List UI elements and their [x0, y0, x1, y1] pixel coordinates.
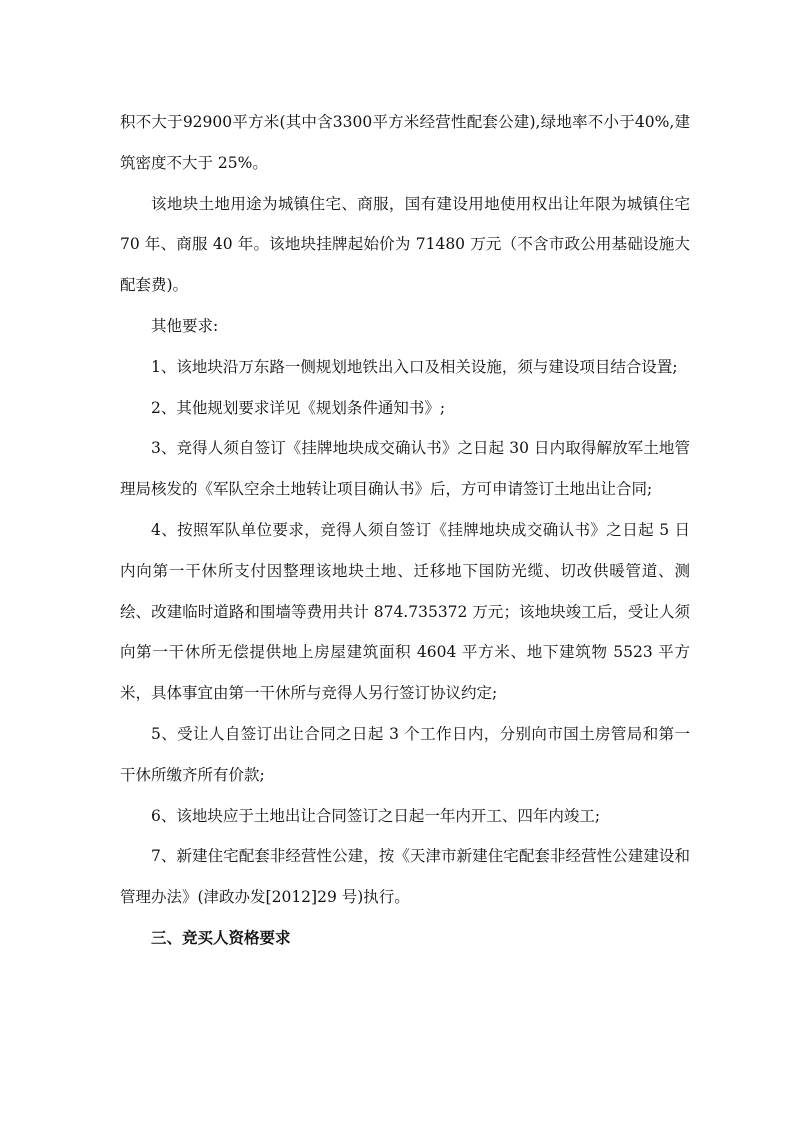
paragraph-other-requirements-title: 其他要求: [151, 316, 219, 335]
requirement-item-6: 6、该地块应于土地出让合同签订之日起一年内开工、四年内竣工; [151, 806, 601, 825]
paragraph-area-limits: 积不大于92900平方米(其中含3300平方米经营性配套公建),绿地率不小于40%,建筑密度不大于 25%。 [120, 113, 690, 172]
requirement-item-1: 1、该地块沿万东路一侧规划地铁出入口及相关设施，须与建设项目结合设置; [151, 357, 678, 376]
section-heading: 三、竞买人资格要求 [151, 927, 291, 947]
requirement-item-2: 2、其他规划要求详见《规划条件通知书》; [151, 398, 446, 417]
requirement-item-4: 4、按照军队单位要求，竞得人须自签订《挂牌地块成交确认书》之日起 5 日内向第一干休所支付因整理该地块土地、迁移地下国防光缆、切改供暖管道、测绘、改建临时道路和围墙等费用共计 874.735372 万元；该地块竣工后，受让人须向第一干休所无偿提供地上房屋建筑面积 4604 平方米、地下建筑物 5523 平方米，具体事宜由第一干休所与竞得人另行签订协议约定; [120, 520, 690, 703]
document-body [120, 102, 690, 959]
requirement-item-5: 5、受让人自签订出让合同之日起 3 个工作日内，分别向市国土房管局和第一干休所缴齐所有价款; [120, 724, 690, 784]
requirement-item-7: 7、新建住宅配套非经营性公建，按《天津市新建住宅配套非经营性公建建设和管理办法》(津政办发[2012]29 号)执行。 [120, 847, 690, 907]
requirement-item-3: 3、竞得人须自签订《挂牌地块成交确认书》之日起 30 日内取得解放军土地管理局核发的《军队空余土地转让项目确认书》后，方可申请签订土地出让合同; [120, 439, 690, 499]
paragraph-land-use: 该地块土地用途为城镇住宅、商服，国有建设用地使用权出让年限为城镇住宅 70 年、商服 40 年。该地块挂牌起始价为 71480 万元（不含市政公用基础设施大配套费)。 [120, 194, 690, 295]
